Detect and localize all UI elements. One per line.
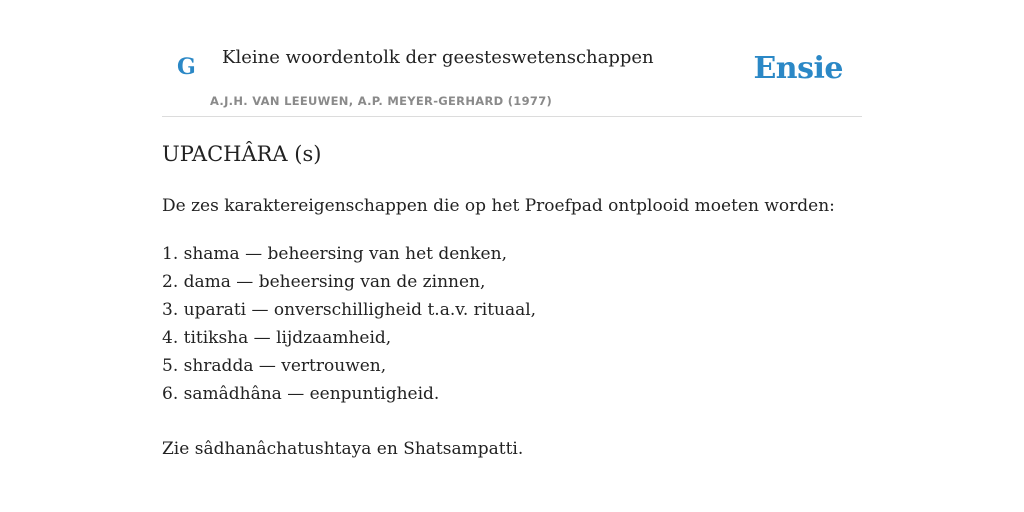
entry-title: UPACHÂRA (s): [162, 142, 322, 166]
brand-logo[interactable]: Ensie: [753, 51, 843, 86]
list-item: 5. shradda — vertrouwen,: [162, 356, 387, 376]
list-item: 6. samâdhâna — eenpuntigheid.: [162, 384, 440, 404]
book-title-link[interactable]: Kleine woordentolk der geesteswetenschappen: [222, 47, 654, 68]
entry-list: [162, 240, 536, 408]
see-also-text: Zie sâdhanâchatushtaya en Shatsampatti.: [162, 439, 524, 459]
list-item: 4. titiksha — lijdzaamheid,: [162, 328, 392, 348]
list-item: 3. uparati — onverschilligheid t.a.v. rituaal,: [162, 300, 537, 320]
page-header: [162, 0, 862, 117]
list-item: 2. dama — beheersing van de zinnen,: [162, 272, 486, 292]
entry-intro: De zes karaktereigenschappen die op het Proefpad ontplooid moeten worden:: [162, 196, 835, 216]
book-logo[interactable]: G: [177, 54, 196, 80]
list-item: 1. shama — beheersing van het denken,: [162, 244, 507, 264]
page: [162, 0, 862, 512]
book-authors: A.J.H. VAN LEEUWEN, A.P. MEYER-GERHARD (1977): [210, 94, 553, 108]
